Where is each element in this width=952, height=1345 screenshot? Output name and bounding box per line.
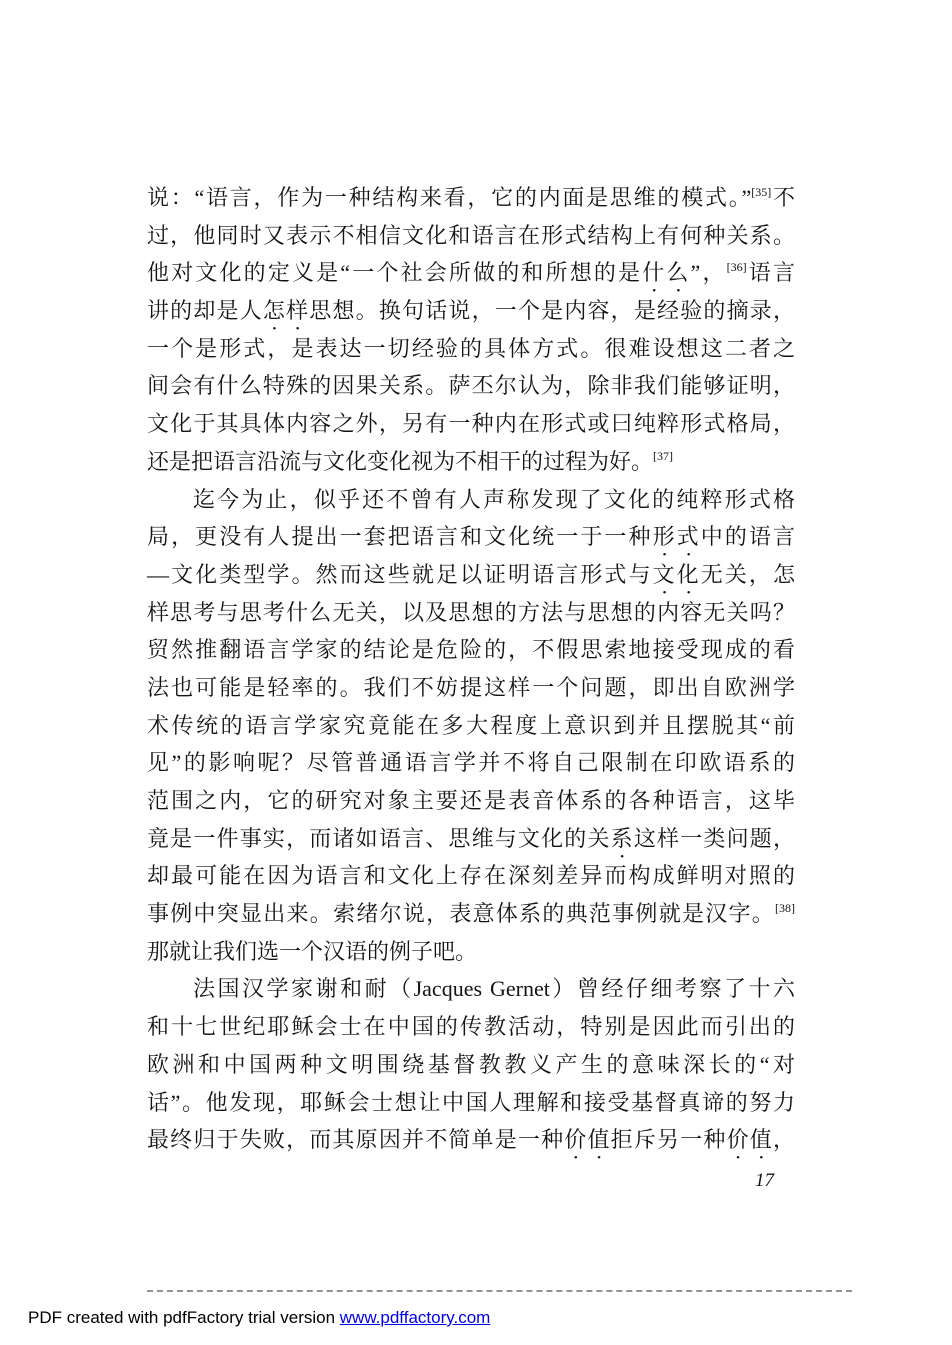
emphasized-text: 系 [610, 825, 634, 851]
text-run: 局，更没有人提出一套把语言和文化统一于一种 [147, 524, 653, 550]
text-line [147, 330, 795, 368]
text-run: ， [772, 1127, 795, 1153]
text-line [147, 744, 795, 782]
emphasized-text: 什么 [642, 260, 691, 286]
emphasized-text: 价值 [726, 1127, 773, 1153]
text-run: 欧洲和中国两种文明围绕基督教教义产生的意味深长的“对 [147, 1051, 795, 1077]
scan-artifact-rule [147, 1290, 852, 1292]
footnote-ref: [38] [775, 901, 795, 916]
text-line [147, 217, 795, 255]
text-run: 法也可能是轻率的。我们不妨提这样一个问题，即出自欧洲学 [147, 674, 795, 700]
text-run: 过，他同时又表示不相信文化和语言在形式结构上有何种关系。 [147, 222, 795, 248]
text-run: 迄今为止，似乎还不曾有人声称发现了文化的纯粹形式格 [193, 486, 795, 512]
text-line [147, 933, 795, 971]
text-line [147, 707, 795, 745]
text-run: 说：“语言，作为一种结构来看，它的内面是思维的模式。” [147, 185, 752, 210]
text-line [147, 367, 795, 405]
text-run: 语言 [746, 260, 795, 286]
footnote-ref: [37] [653, 448, 674, 463]
text-line [147, 594, 795, 632]
text-run: 和十七世纪耶稣会士在中国的传教活动，特别是因此而引出的 [147, 1014, 795, 1040]
text-run: 拒斥另一种 [610, 1127, 727, 1153]
text-run: 却最可能在因为语言和文化上存在深刻差异而构成鲜明对照的 [147, 863, 795, 889]
text-line [147, 179, 795, 217]
text-line [147, 1121, 795, 1159]
text-line [147, 1084, 795, 1122]
text-line [147, 518, 795, 556]
text-run: 无关，怎 [700, 561, 795, 587]
text-run: 不 [771, 185, 795, 210]
text-run: 贸然推翻语言学家的结论是危险的，不假思索地接受现成的看 [147, 637, 795, 663]
text-run: 一个是形式，是表达一切经验的具体方式。很难设想这二者之 [147, 335, 795, 361]
emphasized-text: 价值 [564, 1127, 611, 1153]
text-line [147, 443, 795, 481]
text-run: 范围之内，它的研究对象主要还是表音体系的各种语言，这毕 [147, 788, 795, 813]
footnote-ref: [36] [726, 260, 747, 275]
page-number: 17 [755, 1170, 774, 1191]
text-run: 他对文化的定义是“一个社会所做的和所想的是 [147, 260, 643, 286]
text-line [147, 820, 795, 858]
text-line [147, 970, 795, 1008]
pdf-footer [28, 1308, 490, 1328]
page-body [147, 179, 795, 1159]
emphasized-text: 文化 [652, 561, 701, 587]
text-line [147, 1046, 795, 1084]
text-run: 话”。他发现，耶稣会士想让中国人理解和接受基督真谛的努力 [147, 1089, 795, 1115]
text-run: 中的语言 [700, 524, 795, 550]
text-run: 间会有什么特殊的因果关系。萨丕尔认为，除非我们能够证明， [147, 373, 795, 399]
text-run: 文化于其具体内容之外，另有一种内在形式或曰纯粹形式格局， [147, 411, 795, 437]
text-run: 事例中突显出来。索绪尔说，表意体系的典范事例就是汉字。 [147, 901, 775, 927]
text-line [147, 481, 795, 519]
text-line [147, 782, 795, 820]
text-line [147, 895, 795, 933]
text-run: 思想。换句话说，一个是内容，是经验的摘录， [309, 298, 795, 324]
text-run: 法国汉学家谢和耐（Jacques Gernet）曾经仔细考察了十六 [193, 976, 795, 1002]
text-line [147, 405, 795, 443]
text-run: 还是把语言沿流与文化变化视为不相干的过程为好。 [147, 448, 654, 474]
footnote-ref: [35] [751, 185, 772, 199]
text-line [147, 857, 795, 895]
text-run: 那就让我们选一个汉语的例子吧。 [147, 938, 478, 964]
text-run: —文化类型学。然而这些就足以证明语言形式与 [147, 561, 653, 587]
footer-text: PDF created with pdfFactory trial version [28, 1308, 340, 1327]
text-run: 样思考与思考什么无关，以及思想的方法与思想的内容无关吗？ [147, 599, 795, 625]
text-line [147, 1008, 795, 1046]
text-run: 术传统的语言学家究竟能在多大程度上意识到并且摆脱其“前 [147, 712, 795, 738]
text-run: 最终归于失败，而其原因并不简单是一种 [147, 1127, 565, 1153]
text-run: ”， [690, 260, 727, 286]
text-line [147, 292, 795, 330]
emphasized-text: 怎样 [262, 298, 310, 324]
text-line [147, 556, 795, 594]
text-line [147, 631, 795, 669]
text-run: 竟是一件事实，而诸如语言、思维与文化的关 [147, 825, 611, 851]
text-line [147, 669, 795, 707]
text-line [147, 254, 795, 292]
pdffactory-link[interactable]: www.pdffactory.com [339, 1308, 491, 1327]
text-run: 讲的却是人 [147, 298, 263, 324]
text-run: 这样一类问题， [633, 825, 795, 851]
text-run: 见”的影响呢？尽管普通语言学并不将自己限制在印欧语系的 [147, 750, 795, 776]
emphasized-text: 形式 [652, 524, 701, 550]
